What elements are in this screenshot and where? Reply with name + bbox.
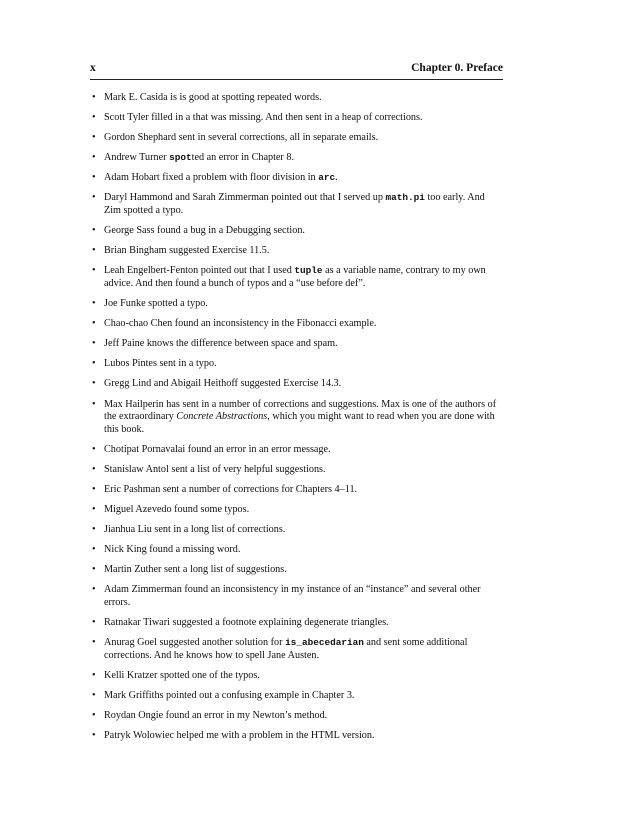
item-text: Joe Funke spotted a typo. xyxy=(104,298,208,310)
list-item xyxy=(90,670,503,683)
list-item xyxy=(90,192,503,217)
item-text: and sent some additional corrections. And he knows how to spell Jane Austen. xyxy=(104,637,468,661)
item-text: Stanislaw Antol sent a list of very helpful suggestions. xyxy=(104,463,326,475)
code-text: spot xyxy=(169,152,192,164)
list-item xyxy=(90,112,503,125)
code-text: tuple xyxy=(294,265,323,277)
list-item xyxy=(90,399,503,437)
list-item xyxy=(90,338,503,351)
item-text: Lubos Pintes sent in a typo. xyxy=(104,358,217,370)
list-item xyxy=(90,225,503,238)
list-item xyxy=(90,358,503,371)
list-item xyxy=(90,690,503,703)
list-item xyxy=(90,584,503,609)
emphasis-text: Concrete Abstractions xyxy=(176,411,268,423)
item-text: Andrew Turner xyxy=(104,152,170,164)
list-item xyxy=(90,504,503,517)
list-item xyxy=(90,617,503,630)
item-text: Adam Hobart fixed a problem with floor division in xyxy=(104,172,319,184)
list-item xyxy=(90,378,503,391)
item-text: Gregg Lind and Abigail Heithoff suggested Exercise 14.3. xyxy=(104,378,342,390)
list-item xyxy=(90,524,503,537)
list-item xyxy=(90,464,503,477)
code-text: arc xyxy=(318,172,336,184)
list-item xyxy=(90,710,503,723)
item-text: Jianhua Liu sent in a long list of corrections. xyxy=(104,524,286,536)
item-text: Nick King found a missing word. xyxy=(104,544,241,556)
item-text: . xyxy=(335,172,338,184)
header-rule xyxy=(90,79,503,80)
list-item xyxy=(90,730,503,743)
list-item xyxy=(90,318,503,331)
item-text: Eric Pashman sent a number of corrections for Chapters 4–11. xyxy=(104,483,358,495)
item-text: Scott Tyler filled in a that was missing. And then sent in a heap of corrections. xyxy=(104,112,423,124)
list-item xyxy=(90,544,503,557)
contributor-list xyxy=(90,92,503,750)
item-text: Chotipat Pornavalai found an error in an error message. xyxy=(104,443,331,455)
item-text: ted an error in Chapter 8. xyxy=(191,152,295,164)
item-text: as a variable name, contrary to my own advice. And then found a bunch of typos and a “use before def”. xyxy=(104,265,486,289)
list-item xyxy=(90,298,503,311)
list-item xyxy=(90,564,503,577)
list-item xyxy=(90,172,503,185)
list-item xyxy=(90,152,503,165)
item-text: too early. And Zim spotted a typo. xyxy=(104,192,485,217)
code-text: is_abecedarian xyxy=(285,637,364,649)
item-text: Mark E. Casida is is good at spotting repeated words. xyxy=(104,92,322,103)
item-text: Patryk Wolowiec helped me with a problem in the HTML version. xyxy=(104,730,375,742)
item-text: Leah Engelbert-Fenton pointed out that I used xyxy=(104,265,295,277)
list-item xyxy=(90,444,503,457)
item-text: Max Hailperin has sent in a number of corrections and suggestions. Max is one of the authors of the extraordinary xyxy=(104,398,497,423)
item-text: Kelli Kratzer spotted one of the typos. xyxy=(104,669,260,681)
item-text: Gordon Shephard sent in several corrections, all in separate emails. xyxy=(104,132,379,144)
item-text: Mark Griffiths pointed out a confusing example in Chapter 3. xyxy=(104,690,355,701)
item-text: Anurag Goel suggested another solution for xyxy=(104,637,286,649)
code-text: math.pi xyxy=(385,192,425,204)
item-text: , which you might want to read when you are done with this book. xyxy=(104,411,495,435)
page-number: x xyxy=(90,62,96,74)
list-item xyxy=(90,245,503,258)
list-item xyxy=(90,484,503,497)
item-text: Martin Zuther sent a long list of suggestions. xyxy=(104,564,287,576)
item-text: Ratnakar Tiwari suggested a footnote explaining degenerate triangles. xyxy=(104,617,389,629)
running-header xyxy=(90,62,503,74)
item-text: Miguel Azevedo found some typos. xyxy=(104,504,250,516)
item-text: Adam Zimmerman found an inconsistency in my instance of an “instance” and several other errors. xyxy=(104,584,481,609)
item-text: George Sass found a bug in a Debugging section. xyxy=(104,225,305,237)
list-item xyxy=(90,637,503,662)
list-item xyxy=(90,92,503,105)
chapter-title: Chapter 0. Preface xyxy=(411,62,503,74)
list-item xyxy=(90,265,503,290)
item-text: Roydan Ongie found an error in my Newton’s method. xyxy=(104,710,328,722)
item-text: Jeff Paine knows the difference between space and spam. xyxy=(104,338,338,350)
item-text: Brian Bingham suggested Exercise 11.5. xyxy=(104,245,270,257)
item-text: Chao-chao Chen found an inconsistency in the Fibonacci example. xyxy=(104,318,377,330)
list-item xyxy=(90,132,503,145)
item-text: Daryl Hammond and Sarah Zimmerman pointed out that I served up xyxy=(104,192,386,204)
